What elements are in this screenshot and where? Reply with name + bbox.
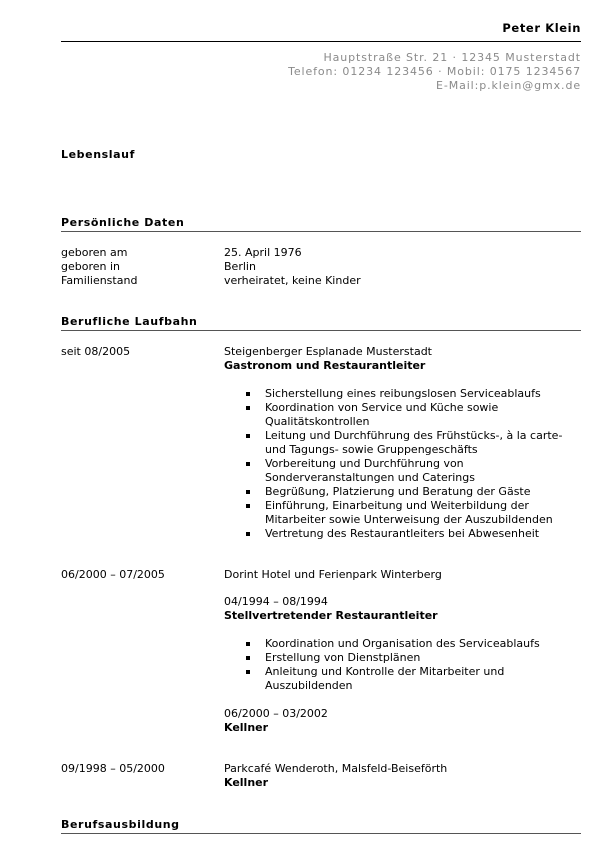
personal-label-birthdate: geboren am <box>61 246 128 259</box>
section-heading-personal: Persönliche Daten <box>61 216 581 232</box>
header-divider <box>61 41 581 42</box>
job-title: Stellvertretender Restaurantleiter <box>224 609 438 622</box>
bullet-icon <box>246 392 250 396</box>
list-item: Einführung, Einarbeitung und Weiterbildung der Mitarbeiter sowie Unterweisung der Auszubildenden <box>246 499 586 527</box>
bullet-icon <box>246 532 250 536</box>
job-duties-list <box>246 637 586 693</box>
job-duties-list <box>246 387 586 541</box>
list-item: Anleitung und Kontrolle der Mitarbeiter und Auszubildenden <box>246 665 586 693</box>
job-title: Gastronom und Restaurantleiter <box>224 359 426 372</box>
bullet-icon <box>246 434 250 438</box>
job-period: seit 08/2005 <box>61 345 131 358</box>
bullet-icon <box>246 462 250 466</box>
job-sub-period: 04/1994 – 08/1994 <box>224 595 328 608</box>
bullet-icon <box>246 642 250 646</box>
email-line: E-Mail:p.klein@gmx.de <box>435 79 581 92</box>
contact-block <box>288 51 581 93</box>
job-period: 06/2000 – 07/2005 <box>61 568 165 581</box>
job-title: Kellner <box>224 721 269 734</box>
job-employer: Steigenberger Esplanade Musterstadt <box>224 345 432 358</box>
section-heading-training: Berufsausbildung <box>61 818 581 834</box>
list-item: Vorbereitung und Durchführung von Sonderveranstaltungen und Caterings <box>246 457 586 485</box>
personal-value-marital: verheiratet, keine Kinder <box>224 274 361 287</box>
bullet-icon <box>246 656 250 660</box>
personal-value-birthplace: Berlin <box>224 260 256 273</box>
job-employer: Dorint Hotel und Ferienpark Winterberg <box>224 568 442 581</box>
section-heading-career: Berufliche Laufbahn <box>61 315 581 331</box>
document-title: Lebenslauf <box>61 148 135 161</box>
list-item: Leitung und Durchführung des Frühstücks-, à la carte- und Tagungs- sowie Gruppengeschäfts <box>246 429 586 457</box>
personal-label-birthplace: geboren in <box>61 260 121 273</box>
personal-value-birthdate: 25. April 1976 <box>224 246 302 259</box>
job-period: 09/1998 – 05/2000 <box>61 762 165 775</box>
list-item: Erstellung von Dienstplänen <box>246 651 586 665</box>
bullet-icon <box>246 670 250 674</box>
list-item: Koordination von Service und Küche sowie Qualitätskontrollen <box>246 401 586 429</box>
job-sub-period: 06/2000 – 03/2002 <box>224 707 328 720</box>
job-title: Kellner <box>224 776 269 789</box>
applicant-name: Peter Klein <box>502 21 581 35</box>
list-item: Sicherstellung eines reibungslosen Serviceablaufs <box>246 387 586 401</box>
bullet-icon <box>246 504 250 508</box>
list-item: Vertretung des Restaurantleiters bei Abwesenheit <box>246 527 586 541</box>
personal-label-marital: Familienstand <box>61 274 138 287</box>
address-line: Hauptstraße Str. 21 · 12345 Musterstadt <box>323 51 581 64</box>
job-employer: Parkcafé Wenderoth, Malsfeld-Beiseförth <box>224 762 448 775</box>
bullet-icon <box>246 406 250 410</box>
phone-line: Telefon: 01234 123456 · Mobil: 0175 1234567 <box>288 65 581 78</box>
list-item: Begrüßung, Platzierung und Beratung der Gäste <box>246 485 586 499</box>
list-item: Koordination und Organisation des Serviceablaufs <box>246 637 586 651</box>
bullet-icon <box>246 490 250 494</box>
